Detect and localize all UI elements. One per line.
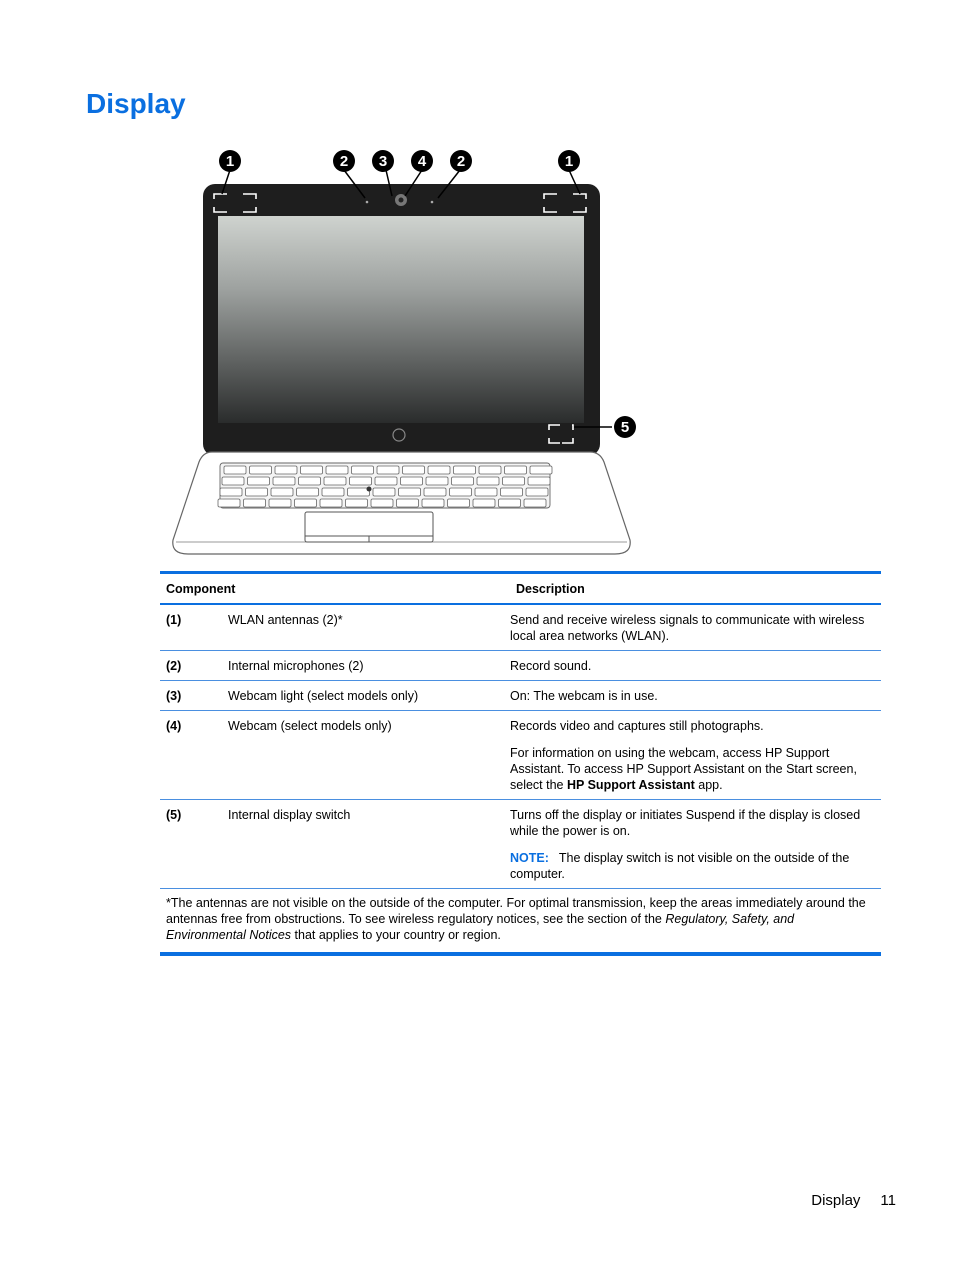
row-component: Internal microphones (2) [228,659,364,673]
keyboard-key [477,477,499,485]
laptop-drawing [160,140,660,565]
row-component: Webcam light (select models only) [228,689,419,703]
keyboard-key [426,477,448,485]
keyboard-key [218,499,240,507]
keyboard-key [324,477,346,485]
callout-1-right [558,150,580,172]
table-row [160,651,881,681]
keyboard-key [320,499,342,507]
webcam-info-paragraph: For information on using the webcam, access HP Support Assistant. To access HP Support Assistant on the Start screen, select the HP Support Assistant app. [510,746,857,792]
keyboard-key [448,499,470,507]
note-label: NOTE: [510,851,549,865]
keyboard-key [377,466,399,474]
row-number: (3) [166,689,182,703]
keyboard-key [399,488,421,496]
svg-text:1: 1 [564,153,574,170]
keyboard-key [528,477,550,485]
svg-text:3: 3 [378,153,388,170]
table-header [160,574,881,605]
page-title: Display [86,88,186,119]
table-row [160,800,881,889]
keyboard-key [526,488,548,496]
keyboard-key [473,499,495,507]
row-number: (1) [166,613,182,627]
row-description: Send and receive wireless signals to communicate with wireless local area networks (WLAN). [510,613,865,643]
table-row [160,711,881,800]
row-description: Turns off the display or initiates Suspend if the display is closed while the power is on. NOTE: The display switch is not visible on the outside of the computer. [504,807,880,882]
note: NOTE: The display switch is not visible on the outside of the computer. [510,851,850,881]
keyboard-key [501,488,523,496]
keyboard-key [403,466,425,474]
row-description: Records video and captures still photographs. For information on using the webcam, access HP Support Assistant. To access HP Support Assistant on the Start screen, select the HP Support Assistant app. [504,718,880,793]
keyboard-key [505,466,527,474]
keyboard-key [220,488,242,496]
keyboard-key [222,477,244,485]
row-number: (4) [166,719,182,733]
keyboard-key [454,466,476,474]
keyboard-key [375,477,397,485]
callout-2-right [450,150,472,172]
keyboard-key [326,466,348,474]
row-description: On: The webcam is in use. [510,689,658,703]
keyboard-key [299,477,321,485]
keyboard-key [450,488,472,496]
keyboard-key [348,488,370,496]
row-number: (2) [166,659,182,673]
keyboard-key [352,466,374,474]
keyboard-key [275,466,297,474]
page-number: 11 [880,1192,896,1209]
component-table [160,571,881,956]
keyboard-key [401,477,423,485]
keyboard-key [301,466,323,474]
keyboard-key [424,488,446,496]
keyboard-key [269,499,291,507]
keyboard-key [273,477,295,485]
callout-4 [411,150,433,172]
keyboard-key [452,477,474,485]
callout-5 [614,416,636,438]
row-number: (5) [166,808,182,822]
header-component: Component [166,581,236,596]
keyboard-key [428,466,450,474]
svg-text:5: 5 [620,419,630,436]
footer-section: Display [811,1192,861,1209]
keyboard-key [295,499,317,507]
keyboard-key [422,499,444,507]
keyboard-key [350,477,372,485]
keyboard-key [322,488,344,496]
keyboard-key [250,466,272,474]
keyboard-key [248,477,270,485]
table-row [160,605,881,651]
row-component: Webcam (select models only) [228,719,392,733]
table-row [160,681,881,711]
svg-text:4: 4 [417,153,427,170]
keyboard-key [524,499,546,507]
keyboard-key [224,466,246,474]
callout-3 [372,150,394,172]
row-component: WLAN antennas (2)* [228,613,343,627]
table-footnote: *The antennas are not visible on the outside of the computer. For optimal transmission, keep the areas immediately around the antennas free from obstructions. To see wireless regulatory notices, see the section of the Regulatory, Safety, and Environmental Notices that applies to your country or region. [166,896,866,942]
keyboard-key [371,499,393,507]
keyboard-key [475,488,497,496]
row-description: Record sound. [510,659,592,673]
keyboard-key [479,466,501,474]
svg-text:2: 2 [456,153,466,170]
callout-1-left [219,150,241,172]
svg-text:2: 2 [339,153,349,170]
svg-text:1: 1 [225,153,235,170]
page-footer [811,1192,896,1209]
callout-2-left [333,150,355,172]
keyboard-key [271,488,293,496]
keyboard-key [503,477,525,485]
keyboard-key [499,499,521,507]
display-screen [218,216,584,423]
keyboard-key [297,488,319,496]
keyboard-key [346,499,368,507]
keyboard-key [244,499,266,507]
keyboard-key [530,466,552,474]
keyboard-key [246,488,268,496]
keyboard-key [373,488,395,496]
header-description: Description [516,581,585,596]
laptop-display-illustration [160,140,660,565]
keyboard-key [397,499,419,507]
row-component: Internal display switch [228,808,351,822]
